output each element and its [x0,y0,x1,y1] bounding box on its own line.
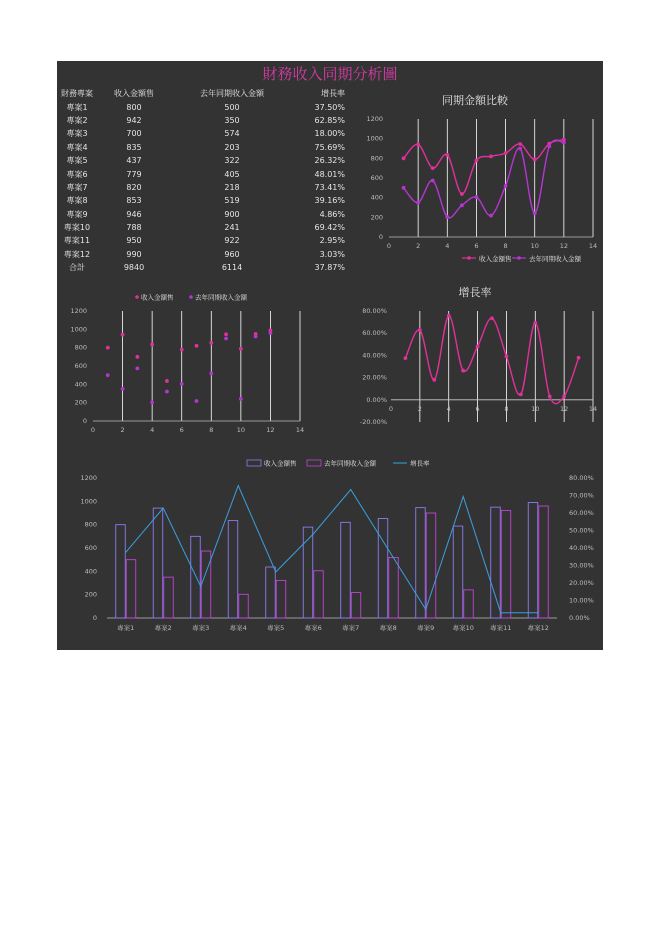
data-point [547,144,551,148]
category-label: 專案4 [229,624,247,632]
chart-title: 同期金額比較 [442,94,508,107]
bar-current [266,567,276,618]
x-tick-label: 10 [236,426,245,434]
bar-lastyear [351,593,361,618]
y-tick-label: 600 [74,362,87,370]
bar-current [153,508,163,618]
table-header-cell: 財務專案 [61,89,93,99]
scatter-point [121,387,125,391]
table-row-cell: 853 [126,196,142,206]
table-row-cell: 專案1 [66,102,88,112]
data-point [476,345,480,349]
table-header-cell: 收入金額售 [114,89,154,99]
table-row-cell: 922 [224,236,240,246]
category-label: 專案5 [267,624,285,632]
y2-tick-label: 20.00% [569,579,594,587]
growth-line [405,316,578,404]
category-label: 專案12 [527,624,549,632]
table-row-cell: 574 [224,129,240,139]
y2-tick-label: 70.00% [569,491,594,500]
scatter-point [239,397,243,401]
table-row-cell: 專案3 [66,129,88,139]
y-tick-label: 0 [82,417,87,425]
y-tick-label: 400 [370,193,383,202]
y-tick-label: 1200 [70,307,87,315]
bar-lastyear [201,551,211,618]
table-row [57,167,345,180]
x-tick-label: 4 [445,242,450,250]
legend-label: 收入金額售 [479,255,512,263]
table-row-cell: 700 [126,129,142,139]
table-row-cell: 218 [224,182,240,192]
legend-marker [135,295,139,299]
x-tick-label: 12 [560,404,569,413]
table-row-cell: 37.50% [314,102,345,112]
scatter-point [224,332,228,336]
x-tick-label: 14 [588,242,598,250]
category-label: 專案10 [452,624,474,632]
table-row-cell: 專案12 [63,249,91,259]
y-tick-label: 400 [84,567,97,576]
table-row-cell: 合計 [69,263,85,273]
table-row-cell: 835 [126,142,142,152]
x-tick-label: 2 [417,404,422,413]
x-tick-label: 0 [90,426,96,434]
table-row-cell: 788 [126,223,142,233]
bar-lastyear [389,557,399,618]
table-row-cell: 6114 [221,263,243,273]
table-row-cell: 990 [126,249,142,259]
scatter-chart [67,285,332,435]
x-tick-label: 12 [559,242,568,250]
table-row [57,100,345,113]
category-label: 專案8 [379,624,397,632]
combo-bar-chart [57,453,603,638]
x-tick-label: 10 [531,404,540,413]
table-row-cell: 779 [126,169,142,179]
comparison-line-chart [347,89,603,269]
legend-label: 去年同期收入金額 [324,459,376,468]
x-tick-label: 8 [209,426,214,434]
bar-lastyear [239,594,249,618]
data-point [404,356,408,360]
bar-current [116,525,126,618]
data-point [489,154,493,158]
x-tick-label: 2 [120,426,125,434]
table-row-cell: 專案11 [63,236,91,246]
legend-marker [189,295,193,299]
table-row-cell: 500 [224,102,240,112]
legend-label: 收入金額售 [141,293,174,302]
bar-lastyear [501,510,511,618]
bar-current [191,536,201,618]
y2-tick-label: 60.00% [569,509,594,517]
y-tick-label: 1000 [70,325,87,334]
table-row-cell: 48.01% [314,169,345,179]
data-point [445,215,449,219]
y-tick-label: 800 [370,154,383,163]
table-row-cell: 3.03% [319,249,345,259]
x-tick-label: 12 [266,426,275,434]
table-row [57,194,345,207]
data-point [519,393,523,397]
y-tick-label: 200 [370,213,383,222]
y2-tick-label: 40.00% [569,544,594,552]
table-header-cell: 增長率 [321,89,345,99]
table-row-cell: 專案2 [66,115,88,125]
data-point [402,156,406,160]
table-row [57,141,345,154]
data-point [533,211,537,215]
y2-tick-label: 50.00% [569,526,594,535]
category-label: 專案11 [490,624,512,632]
bar-current [228,521,238,618]
scatter-point [209,372,213,376]
table-row-cell: 75.69% [314,142,345,152]
table-row-cell: 437 [126,156,142,166]
data-point [475,195,479,199]
category-label: 專案2 [154,624,172,632]
y-tick-label: 1000 [80,497,97,506]
table-row-cell: 37.87% [314,263,345,273]
bar-current [341,522,351,618]
legend-label: 收入金額售 [264,459,297,468]
table-row-cell: 專案7 [66,182,88,192]
y-tick-label: 200 [74,398,87,407]
y-tick-label: 0 [378,233,383,241]
scatter-point [106,346,110,350]
growth-rate-line [126,486,539,613]
scatter-point [135,366,139,370]
y-tick-label: 0 [92,614,97,622]
table-row [57,234,345,247]
table-row-cell: 62.85% [314,115,345,125]
y-tick-label: 1200 [366,115,383,123]
bar-lastyear [126,560,136,618]
y-tick-label: 800 [84,520,97,529]
x-tick-label: 14 [295,426,305,434]
data-point [533,158,537,162]
legend-swatch [247,460,261,466]
x-tick-label: 0 [386,242,392,250]
y2-tick-label: 0.00% [569,614,590,622]
table-row-cell: 26.32% [314,156,345,166]
data-point [562,141,566,145]
bar-current [303,527,313,618]
table-row-cell: 405 [224,169,240,179]
scatter-point [195,399,199,403]
data-point [432,378,436,382]
series-line [404,140,564,218]
y2-tick-label: 30.00% [569,561,594,570]
bar-current [491,507,501,618]
data-point [577,356,581,360]
table-row-cell: 322 [224,156,240,166]
bar-current [528,503,538,619]
y-tick-label: 1200 [80,474,97,482]
table-row-cell: 39.16% [314,196,345,206]
legend-label: 去年同期收入金額 [195,293,247,302]
data-point [505,354,509,358]
y-tick-label: 1000 [366,134,383,143]
scatter-point [150,343,154,347]
scatter-point [165,390,169,394]
x-tick-label: 4 [150,426,155,434]
table-row-cell: 9840 [123,263,145,273]
page-title: 財務收入同期分析圖 [262,65,398,83]
category-label: 專案9 [417,624,435,632]
category-label: 專案7 [342,624,360,632]
x-tick-label: 6 [475,404,480,413]
scatter-point [224,337,228,341]
y-tick-label: 200 [84,590,97,599]
data-point [562,395,566,399]
legend-label: 去年同期收入金額 [529,255,581,263]
report-panel [57,61,603,650]
data-point [533,321,537,325]
data-point [431,166,435,170]
y-tick-label: 400 [74,380,87,389]
x-tick-label: 0 [388,404,394,413]
data-point [475,158,479,162]
table-row-cell: 519 [224,196,240,206]
scatter-point [180,348,184,352]
bar-current [378,518,388,618]
table-header-cell: 去年同期收入金額 [200,89,264,99]
x-tick-label: 4 [446,404,451,413]
data-point [431,179,435,183]
table-row [57,261,345,274]
data-point [518,142,522,146]
data-point [548,395,552,399]
table-row-cell: 960 [224,249,240,259]
bar-current [453,526,463,618]
y-tick-label: 800 [74,343,87,352]
table-row-cell: 73.41% [314,182,345,192]
y-tick-label: 600 [84,544,97,552]
data-point [489,214,493,218]
data-point [447,314,451,318]
category-label: 專案6 [304,624,322,632]
table-row-cell: 820 [126,182,142,192]
x-tick-label: 6 [474,242,479,250]
data-point [518,147,522,151]
table-row-cell: 專案8 [66,196,88,206]
y2-tick-label: 80.00% [569,474,594,482]
table-row-cell: 800 [126,102,142,112]
scatter-point [150,400,154,404]
scatter-point [239,347,243,351]
bar-lastyear [464,590,474,618]
y-tick-label: 600 [370,174,383,182]
table-row [57,248,345,261]
legend-marker [467,256,471,260]
table-row-cell: 專案4 [66,142,88,152]
category-label: 專案3 [192,624,210,632]
data-point [504,151,508,155]
legend-swatch [307,460,321,466]
scatter-point [165,379,169,383]
bar-lastyear [164,577,174,618]
growth-line-chart [347,281,603,441]
y-tick-label: 20.00% [362,373,387,382]
category-label: 專案1 [117,624,135,632]
data-point [460,192,464,196]
table-row-cell: 專案9 [66,209,88,219]
table-row-cell: 950 [126,236,142,246]
scatter-point [269,331,273,335]
y-tick-label: -20.00% [359,418,387,426]
scatter-point [121,333,125,337]
table-row-cell: 69.42% [314,223,345,233]
data-point [445,153,449,157]
table-row [57,127,345,140]
scatter-point [254,335,258,339]
scatter-point [135,355,139,359]
table-row [57,154,345,167]
table-row [57,208,345,221]
legend-label: 增長率 [410,459,430,468]
y2-tick-label: 10.00% [569,596,594,605]
data-point [460,203,464,207]
table-header [57,87,345,100]
table-row-cell: 350 [224,115,240,125]
x-tick-label: 10 [530,242,539,250]
data-point [418,328,422,332]
bar-lastyear [314,571,324,618]
x-tick-label: 14 [588,404,598,413]
data-point [416,142,420,146]
legend-marker [517,256,521,260]
y-tick-label: 0.00% [366,395,387,404]
y-tick-label: 60.00% [362,329,387,338]
scatter-point [209,341,213,345]
scatter-point [106,373,110,377]
table-row-cell: 4.86% [319,209,345,219]
bar-lastyear [539,506,549,618]
table-row [57,114,345,127]
x-tick-label: 6 [179,426,184,434]
bar-lastyear [276,580,286,618]
scatter-point [180,382,184,386]
table-row-cell: 專案10 [63,223,91,233]
data-point [402,186,406,190]
data-point [416,201,420,205]
data-point [504,184,508,188]
y-tick-label: 40.00% [362,351,387,360]
table-row [57,181,345,194]
y-tick-label: 80.00% [362,307,387,315]
x-tick-label: 2 [416,242,421,250]
finance-table [57,87,345,274]
table-row [57,221,345,234]
table-row-cell: 942 [126,115,142,125]
x-tick-label: 8 [503,242,508,250]
table-row-cell: 專案6 [66,169,88,179]
data-point [461,369,465,373]
chart-title: 增長率 [458,286,492,299]
scatter-point [195,344,199,348]
data-point [490,316,494,320]
table-row-cell: 203 [224,142,240,152]
x-tick-label: 8 [504,404,509,413]
table-row-cell: 946 [126,209,142,219]
table-row-cell: 2.95% [319,236,345,246]
table-row-cell: 241 [224,223,240,233]
table-row-cell: 專案5 [66,156,88,166]
table-row-cell: 18.00% [314,129,345,139]
table-row-cell: 900 [224,209,240,219]
